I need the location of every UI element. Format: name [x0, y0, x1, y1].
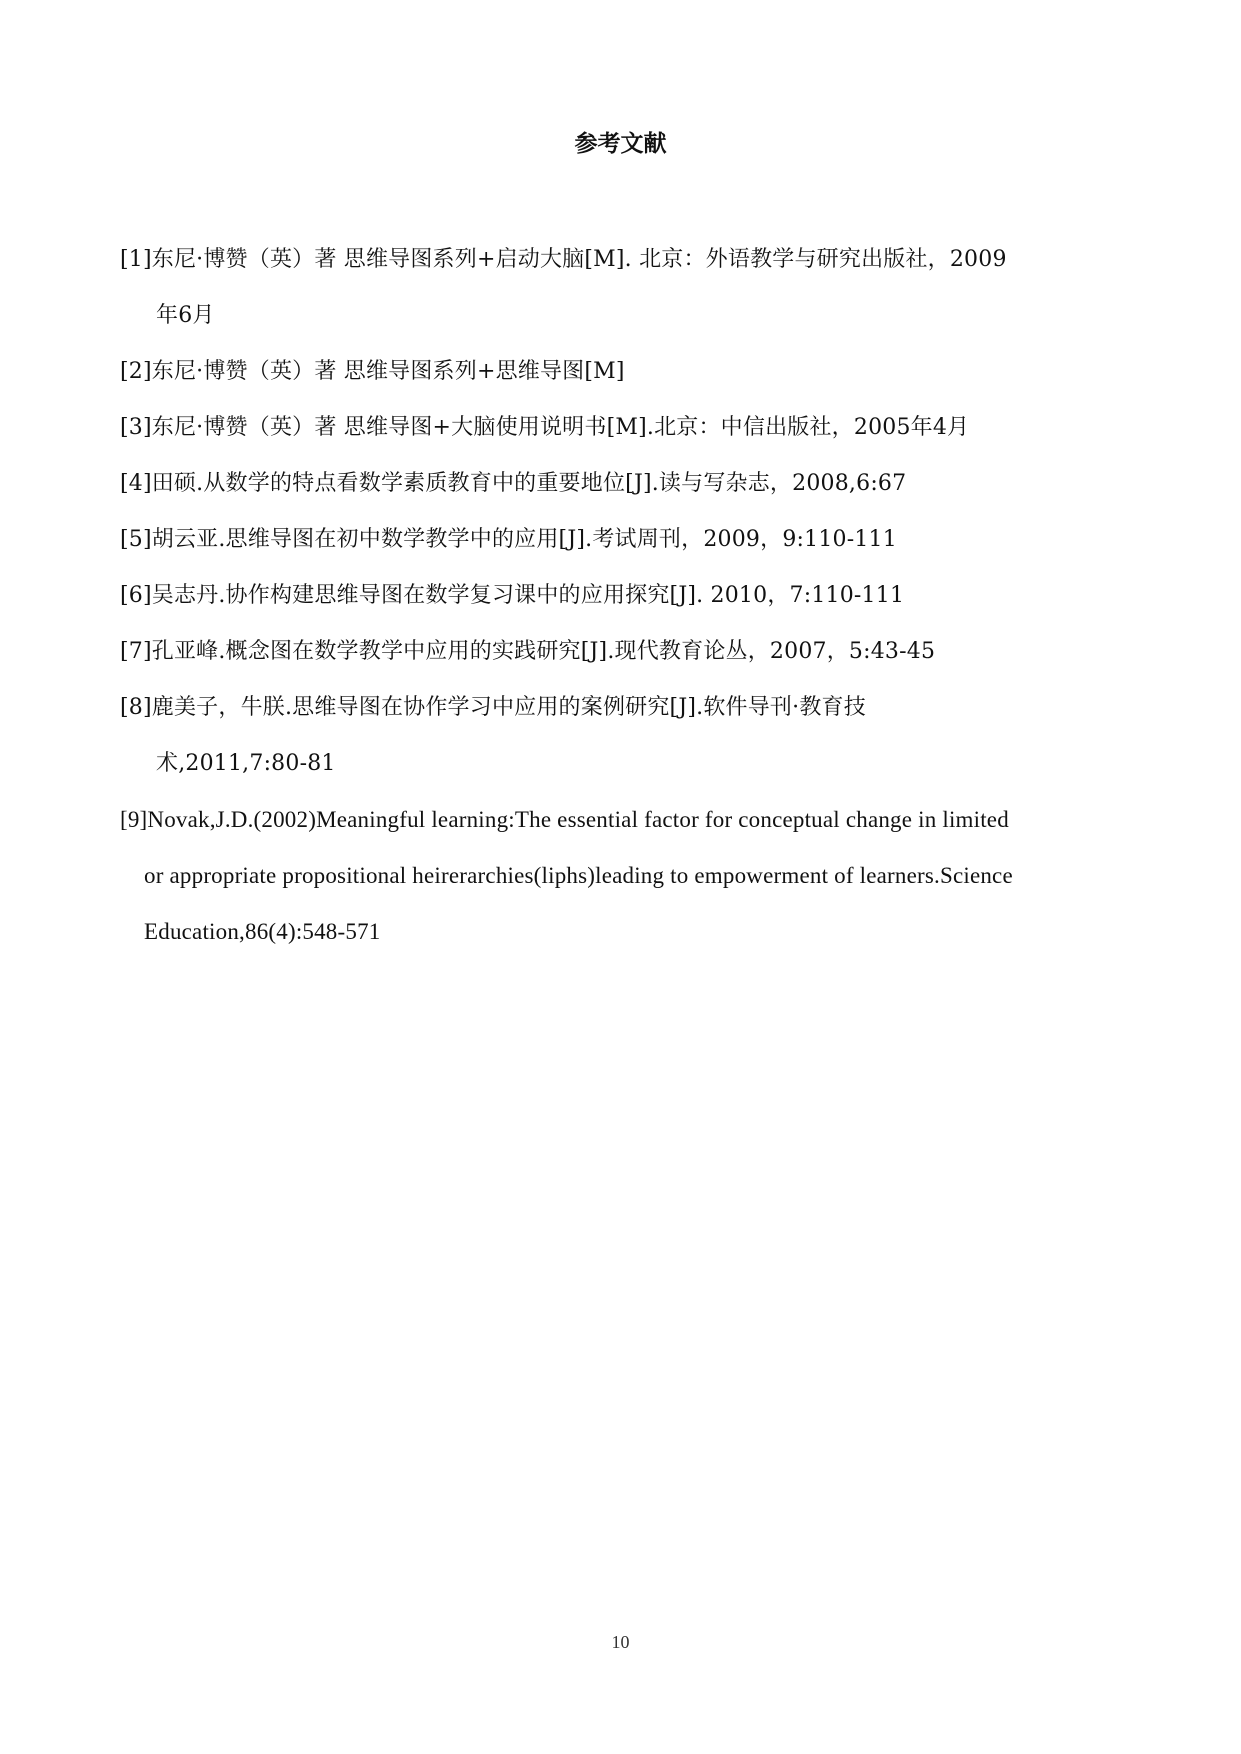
reference-line: [2]东尼·博赞（英）著 思维导图系列+思维导图[M] [120, 359, 625, 384]
reference-line: [5]胡云亚.思维导图在初中数学教学中的应用[J].考试周刊，2009，9:110-111 [120, 527, 897, 552]
reference-line: Education,86(4):548-571 [144, 919, 381, 944]
reference-line: [1]东尼·博赞（英）著 思维导图系列+启动大脑[M]. 北京：外语教学与研究出版社，2009 [120, 247, 1007, 272]
reference-line: [9]Novak,J.D.(2002)Meaningful learning:The essential factor for conceptual change in limited [120, 807, 1009, 832]
reference-item-5 [120, 517, 1130, 563]
reference-line: [6]吴志丹.协作构建思维导图在数学复习课中的应用探究[J]. 2010，7:110-111 [120, 583, 905, 608]
reference-line: [3]东尼·博赞（英）著 思维导图+大脑使用说明书[M].北京：中信出版社，2005年4月 [120, 415, 970, 440]
reference-line: [4]田硕.从数学的特点看数学素质教育中的重要地位[J].读与写杂志，2008,6:67 [120, 471, 907, 496]
reference-item-4 [120, 461, 1130, 507]
reference-item-9 [120, 797, 1130, 955]
reference-line: 术,2011,7:80-81 [156, 751, 336, 776]
reference-line: [8]鹿美子，牛朕.思维导图在协作学习中应用的案例研究[J].软件导刊·教育技 [120, 695, 866, 720]
reference-item-2 [120, 349, 1130, 395]
reference-line: [7]孔亚峰.概念图在数学教学中应用的实践研究[J].现代教育论丛，2007，5:43-45 [120, 639, 936, 664]
reference-item-6 [120, 573, 1130, 619]
page-title: 参考文献 [574, 131, 667, 157]
page-number: 10 [611, 1632, 630, 1652]
reference-item-3 [120, 405, 1130, 451]
reference-item-8 [120, 685, 1130, 787]
reference-line: or appropriate propositional heirerarchies(liphs)leading to empowerment of learners.Science [144, 863, 1013, 888]
reference-item-7 [120, 629, 1130, 675]
reference-line: 年6月 [156, 303, 215, 328]
reference-item-1 [120, 237, 1130, 339]
reference-list [120, 237, 1130, 965]
